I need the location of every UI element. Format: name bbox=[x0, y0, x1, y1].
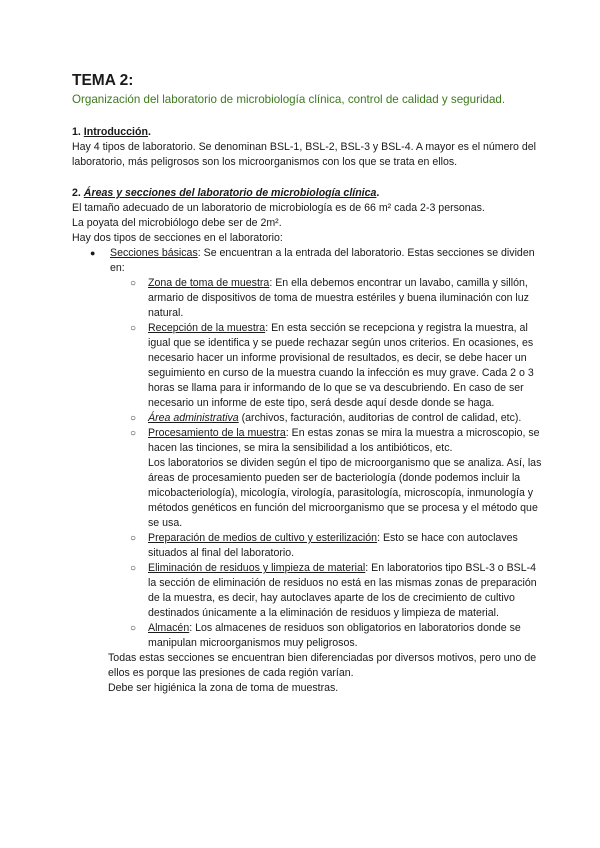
circle-bullet-icon: ○ bbox=[130, 623, 137, 634]
sub-list-item-text: : Esto se hace con autoclaves situados al final del laboratorio. bbox=[148, 532, 518, 559]
sub-list bbox=[110, 276, 542, 651]
sub-list-item bbox=[110, 621, 542, 651]
paragraph: El tamaño adecuado de un laboratorio de microbiología es de 66 m² cada 2-3 personas. bbox=[72, 202, 485, 214]
sub-list-item-extra: Los laboratorios se dividen según el tipo de microorganismo que se analiza. Así, las áreas de procesamiento pueden ser de bacteriología (donde podemos incluir la micobacteriología), micología, virología, parasitología, microscopía, inmunología y métodos genéticos en función del microorganismo que se procesa y el método que se usa. bbox=[148, 457, 542, 529]
section-heading-text: Introducción bbox=[83, 126, 148, 138]
circle-bullet-icon: ○ bbox=[130, 323, 137, 334]
document-title: TEMA 2: bbox=[72, 72, 134, 89]
section-introduccion bbox=[72, 125, 542, 170]
list-item bbox=[72, 246, 542, 651]
sub-list-item bbox=[110, 276, 542, 321]
sub-list-item-text: : En ella debemos encontrar un lavabo, camilla y sillón, armario de dispositivos de toma de muestra estériles y buena iluminación con luz natural. bbox=[148, 277, 529, 319]
paragraph: Hay dos tipos de secciones en el laboratorio: bbox=[72, 232, 283, 244]
section-heading-end: . bbox=[147, 126, 151, 138]
bullet-icon: ● bbox=[90, 248, 96, 258]
paragraph: Debe ser higiénica la zona de toma de muestras. bbox=[108, 682, 339, 694]
list-item-label: Secciones básicas bbox=[110, 247, 198, 259]
circle-bullet-icon: ○ bbox=[130, 278, 137, 289]
sub-list-item-text: : Los almacenes de residuos son obligatorios en laboratorios donde se manipulan microorganismos muy peligrosos. bbox=[148, 622, 521, 649]
sub-list-item-label: Recepción de la muestra bbox=[148, 322, 266, 334]
document-subtitle: Organización del laboratorio de microbiología clínica, control de calidad y seguridad. bbox=[72, 93, 506, 106]
section-areas bbox=[72, 186, 542, 696]
circle-bullet-icon: ○ bbox=[130, 413, 137, 424]
sub-list-item-label: Almacén bbox=[148, 622, 190, 634]
circle-bullet-icon: ○ bbox=[130, 563, 137, 574]
sub-list-item-label: Procesamiento de la muestra bbox=[148, 427, 286, 439]
sub-list-item bbox=[110, 561, 542, 621]
sub-list-item-text: : En esta sección se recepciona y registra la muestra, al igual que se identifica y se puede rechazar según unos criterios. En ocasiones, es necesario hacer un informe provisional de resultados, es decir, se debe hacer un seguimiento en curso de la muestra cuando la infección es muy grave. Cada 2 o 3 horas se llama para ir informando de lo que se va descubriendo. En caso de ser necesario un informe de este tipo, será desde aquí desde donde se haga. bbox=[148, 322, 534, 409]
sub-list-item-label: Área administrativa bbox=[148, 412, 239, 424]
sub-list-item-text: : En laboratorios tipo BSL-3 o BSL-4 la sección de eliminación de residuos no está en las mismas zonas de preparación de la muestra, es decir, hay autoclaves aparte de los de crecimiento de cultivo destinados únicamente a la eliminación de residuos y limpieza de material. bbox=[148, 562, 537, 619]
document-page bbox=[72, 72, 542, 696]
sub-list-item-label: Eliminación de residuos y limpieza de material bbox=[148, 562, 366, 574]
sub-list-item bbox=[110, 411, 542, 426]
section-heading bbox=[72, 125, 542, 140]
paragraph: La poyata del microbiólogo debe ser de 2m². bbox=[72, 217, 282, 229]
sub-list-item bbox=[110, 531, 542, 561]
sub-list-item bbox=[110, 321, 542, 411]
paragraph: Todas estas secciones se encuentran bien diferenciadas por diversos motivos, pero uno de ellos es porque las presiones de cada región varían. bbox=[108, 652, 537, 679]
section-heading bbox=[72, 186, 542, 201]
section-heading-end: . bbox=[376, 187, 380, 199]
section-number: 2. bbox=[72, 187, 81, 199]
paragraph: Hay 4 tipos de laboratorio. Se denominan BSL-1, BSL-2, BSL-3 y BSL-4. A mayor es el número del laboratorio, más peligrosos son los microorganismos con los que se trata en ellos. bbox=[72, 141, 537, 168]
circle-bullet-icon: ○ bbox=[130, 533, 137, 544]
list-item-text: : Se encuentran a la entrada del laboratorio. Estas secciones se dividen en: bbox=[110, 247, 535, 274]
section-heading-text: Áreas y secciones del laboratorio de microbiología clínica bbox=[83, 187, 377, 199]
sub-list-item-label: Preparación de medios de cultivo y esterilización bbox=[148, 532, 378, 544]
sub-list-item-label: Zona de toma de muestra bbox=[148, 277, 270, 289]
circle-bullet-icon: ○ bbox=[130, 428, 137, 439]
sub-list-item-text: : En estas zonas se mira la muestra a microscopio, se hacen las tinciones, se mira la sensibilidad a los antibióticos, etc. bbox=[148, 427, 540, 454]
bullet-list bbox=[72, 246, 542, 651]
section-number: 1. bbox=[72, 126, 81, 138]
sub-list-item-text: (archivos, facturación, auditorias de control de calidad, etc). bbox=[238, 412, 522, 424]
sub-list-item bbox=[110, 426, 542, 531]
